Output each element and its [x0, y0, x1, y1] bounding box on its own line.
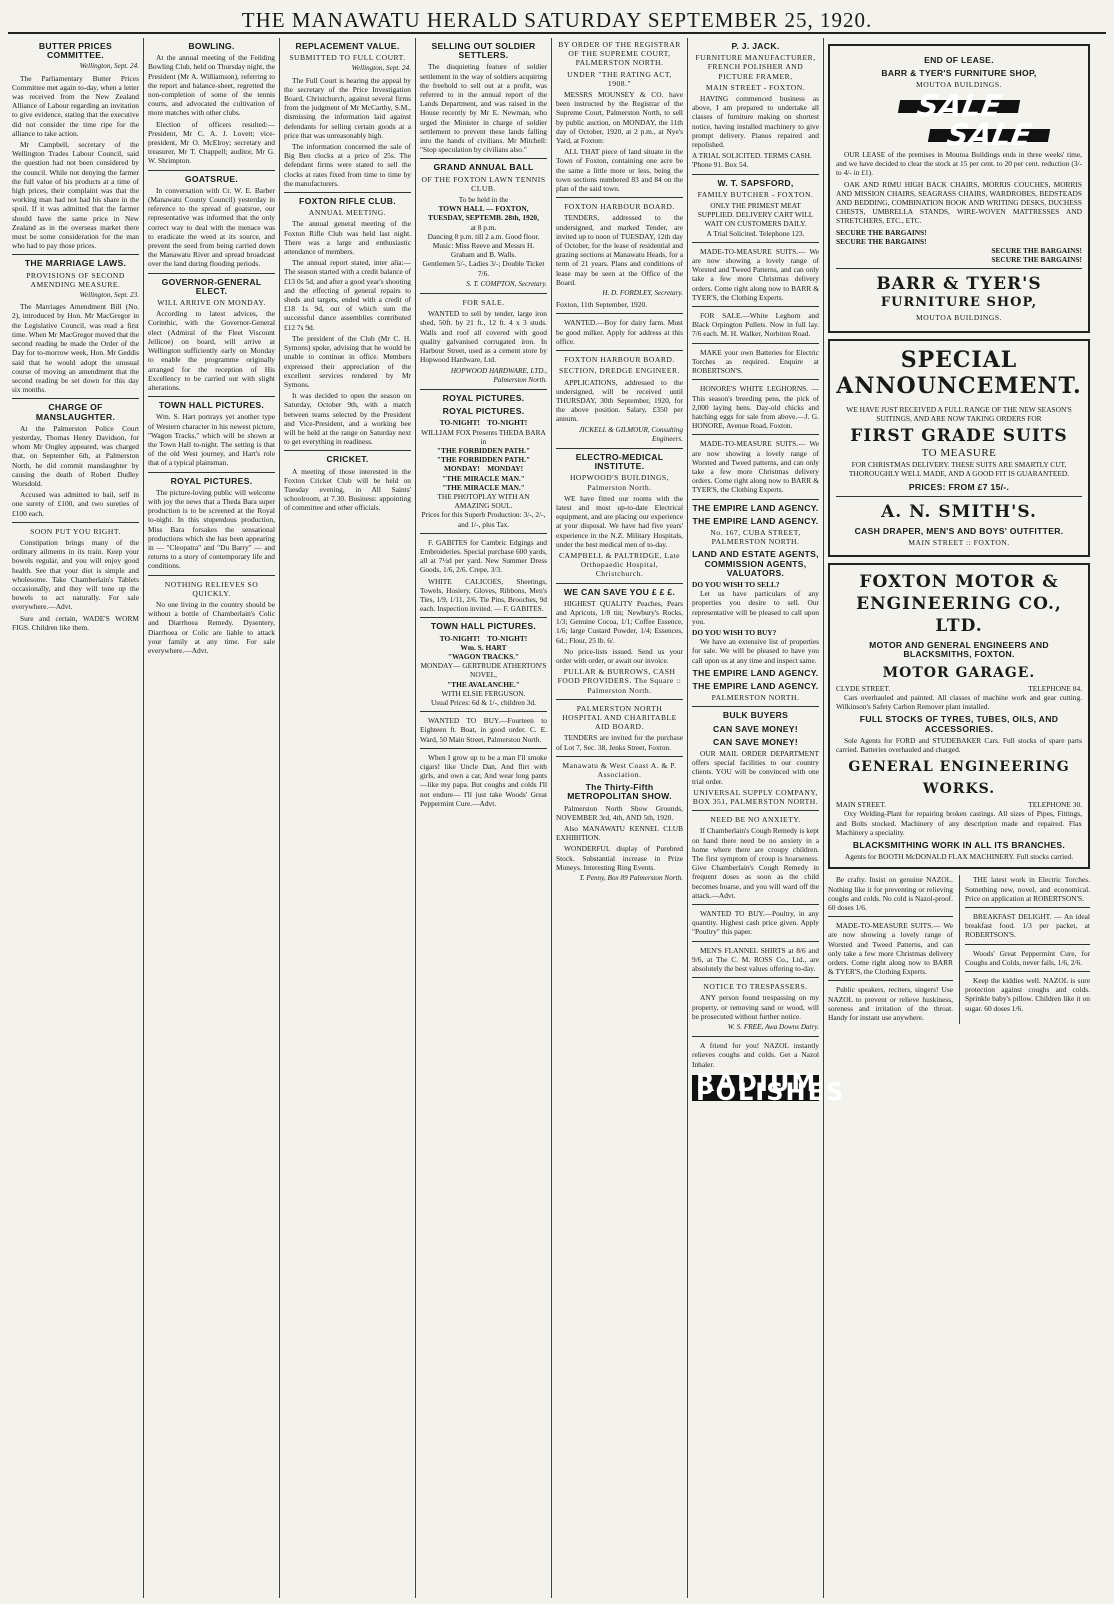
ad-line: 'Phone 91. Box 54.	[692, 160, 749, 170]
ad-heading: END OF LEASE.	[924, 55, 994, 65]
article-paragraph: Sure and certain, WADE'S WORM FIGS. Children like them.	[12, 613, 139, 632]
ad-subheading: OF THE FOXTON LAWN TENNIS CLUB.	[421, 174, 546, 193]
motor-ad	[828, 563, 1090, 869]
ad-signature: T. Penny, Box 89 Palmerston North.	[579, 874, 683, 883]
divider	[828, 916, 953, 917]
ad-signature: UNIVERSAL SUPPLY COMPANY, BOX 351, PALMERSTON NORTH.	[692, 787, 819, 807]
ad-signature: CAMPBELL & PALTRIDGE, Late Orthopaedic Hospital, Christchurch.	[558, 550, 680, 579]
article-paragraph: The president of the Club (Mr C. H. Symons) spoke, advising that he would be unable to continue in office. Members expressed their appreciation of the excellent services rendered by Mr Symons.	[284, 333, 411, 389]
divider	[148, 472, 275, 473]
ad-line: TUESDAY, SEPTEMB. 28th, 1920,	[428, 213, 539, 223]
ad-paragraph: WANTED TO BUY.—Fourteen to Eighteen ft. Boat, in good order. C. E. Ward, 50 Main Street, Palmerston North.	[420, 716, 547, 744]
ad-heading: A. N. SMITH'S.	[881, 501, 1037, 522]
ad-line: SECURE THE BARGAINS!	[991, 246, 1082, 256]
ad-signature: A Trial Solicited. Telephone 123.	[706, 228, 805, 238]
ad-line: "THE MIRACLE MAN."	[442, 482, 525, 492]
ad-heading: BARR & TYER'S	[876, 274, 1042, 295]
ad-heading: PALMERSTON NORTH HOSPITAL AND CHARITABLE AID BOARD.	[562, 703, 677, 732]
ad-signature: PULLAR & BURROWS, CASH FOOD PROVIDERS. The Square :: Palmerston North.	[557, 667, 682, 695]
ad-paragraph: MADE-TO-MEASURE SUITS.— We are now showing a lovely range of Worsted and Tweed Patterns, and can only take a few more Christmas delivery orders. Come right along now to BARR & TYER'S, the Clothing Experts.	[692, 246, 819, 302]
article-paragraph: A meeting of those interested in the Foxton Cricket Club will be held on Tuesday evening, in All Saints' schoolroom, at 7.30. Business: appointing of committee and other officials.	[284, 466, 411, 513]
ad-heading: FOXTON HARBOUR BOARD.	[564, 202, 675, 212]
ad-heading: TOWN HALL PICTURES.	[430, 621, 537, 632]
divider	[148, 575, 275, 576]
ad-line: "WAGON TRACKS."	[447, 651, 520, 661]
ad-paragraph: OUR LEASE of the premises in Moutoa Buildings ends in three weeks' time, and we have decided to clear the stock at 15 per cent. to 20 per cent. reduction (3/- to 4/- in £1).	[836, 150, 1082, 178]
ad-line: WITH ELSIE FERGUSON.	[441, 688, 526, 698]
column-2	[144, 38, 280, 1598]
article-paragraph: According to latest advices, the Corinthic, with the Governor-General elect (Admiral of the Fleet Viscount Jellicoe) on board, will arrive at Wellington sufficiently early on Monday to enable the programme originally arranged for the reception of His Excellency to be carried out with slight alterations.	[148, 309, 275, 392]
ad-address: MAIN STREET :: FOXTON.	[908, 538, 1010, 548]
divider	[692, 434, 819, 435]
ad-subheading: FAMILY BUTCHER - FOXTON.	[697, 189, 814, 199]
column-1	[8, 38, 144, 1598]
ad-line: BLACKSMITHING WORK IN ALL ITS BRANCHES.	[852, 839, 1066, 850]
dateline: Wellington, Sept. 23.	[79, 291, 139, 300]
article-heading: GOVERNOR-GENERAL ELECT.	[161, 276, 262, 296]
divider	[420, 617, 547, 618]
article-paragraph: The Full Court is hearing the appeal by the secretary of the Price Investigation Board, Christchurch, against several firms from the judgment of Mr McCarthy, S.M., dismissing the information laid against defendants for selling certain goods at a price that was unreasonably high.	[284, 75, 411, 140]
article-paragraph: The disquieting feature of soldier settlement in the way of soldiers acquiring the freehold to sell out at a profit, was referred to in the annual report of the Lands Department, and was raised in the House recently by Mr E. Newman, who urged the Minister in charge of soldier settlement to prevent these lands falling into the hands of civilians. Mr Mitchell: "Stop speculation by civilians also."	[420, 62, 547, 155]
ad-paragraph: Cars overhauled and painted. All classes of machine work and gear cutting. Wilkinson's Safety Carbon Remover plant installed.	[836, 692, 1082, 712]
divider	[692, 1036, 819, 1037]
article-paragraph: Constipation brings many of the ordinary ailments in its train. Keep your bowels regular, and you will enjoy good health. See that your diet is simple and wholesome. Take Chamberlain's Tablets occasionally, and they will tone up the bowels to act naturally. For sale everywhere.—Advt.	[12, 537, 139, 612]
divider	[692, 904, 819, 905]
divider	[420, 711, 547, 712]
ad-subheading: UNDER "THE RATING ACT, 1908."	[567, 69, 672, 88]
divider	[692, 379, 819, 380]
ad-paragraph: ALL THAT piece of land situate in the Town of Foxton, containing one acre be the same a little more or less, being the town sections numbered 83 and 84 on the plan of the said town.	[556, 147, 683, 194]
small-ads	[828, 875, 1090, 1024]
article-paragraph: The annual general meeting of the Foxton Rifle Club was held last night. There was a large and enthusiastic attendance of members.	[284, 219, 411, 257]
ad-heading: CAN SAVE MONEY!	[712, 723, 799, 734]
ad-line	[836, 684, 1082, 693]
ad-paragraph: WANTED.—Boy for dairy farm. Must be good milker. Apply for address at this office.	[556, 318, 683, 346]
ad-heading: FURNITURE SHOP,	[880, 295, 1038, 311]
ad-heading: P. J. JACK.	[731, 41, 780, 51]
divider	[692, 306, 819, 307]
ad-subheading: SECTION, DREDGE ENGINEER.	[559, 366, 680, 376]
divider	[420, 748, 547, 749]
column-7	[824, 38, 1094, 1598]
ad-subheading: HOPWOOD'S BUILDINGS, Palmerston North.	[569, 473, 670, 492]
divider	[692, 174, 819, 175]
ad-line: THE PHOTOPLAY WITH AN AMAZING SOUL.	[437, 491, 530, 511]
divider	[420, 158, 547, 159]
article-paragraph: Mr Campbell, secretary of the Wellington Trades Labour Council, said the question had not been considered by the council. While not denying the farmer the full value of his products at a time of high prices, their complaint was that the working man had not had his share in the spoil. If it was admitted that the farmer should have the same price in New Zealand as in the overseas market there must be some consideration for the man who had to pay those prices.	[12, 140, 139, 251]
ad-line: "THE FORBIDDEN PATH."	[436, 455, 531, 465]
ad-heading: FOXTON MOTOR & ENGINEERING CO., LTD.	[856, 572, 1062, 637]
ad-line: "THE MIRACLE MAN."	[442, 473, 525, 483]
divider	[836, 268, 1082, 269]
ad-heading: GRAND ANNUAL BALL	[433, 162, 534, 173]
article-paragraph: The Marriages Amendment Bill (No. 2), introduced by Hon. Mr MacGregor in the Legislative Council, was read a first time. When Mr MacGregor moved that the second reading be made the Order of the Day for to-morrow week, Hon. Mr Geddis said that he would adopt the unusual course of moving an amendment that the second reading be set down for this day six months.	[12, 302, 139, 395]
ad-paragraph: If Chamberlain's Cough Remedy is kept on hand there need be no anxiety in a home where there are croupy children. The first symptom of croup is hoarseness. Give Chamberlain's Cough Remedy in frequent doses as soon as the child becomes hoarse, and you will ward off the attack.—Advt.	[692, 826, 819, 900]
ad-telephone: TELEPHONE 84.	[1028, 683, 1082, 693]
ad-paragraph: Be crafty. Insist on genuine NAZOL. Nothing like it for preventing or relieving coughs and colds. No cold is Nazol-proof. 60 doses 1/6.	[828, 875, 953, 912]
divider	[556, 583, 683, 584]
ad-heading: SPECIAL	[900, 346, 1018, 373]
ad-heading: THE EMPIRE LAND AGENCY.	[692, 515, 819, 526]
ad-paragraph: Let us have particulars of any properties you desire to sell. Our representative will be pleased to call upon you.	[692, 589, 819, 626]
ad-paragraph: BREAKFAST DELIGHT. — An ideal breakfast food. 1/3 per packet, at ROBERTSON'S.	[965, 911, 1090, 940]
article-paragraph: The information concerned the sale of Big Ben clocks at a price of 25s. The defendant firms were stated to sell the clocks at rates fixed from time to time by the manufacturers.	[284, 142, 411, 188]
article-paragraph: The Parliamentary Butter Prices Committee met again to-day, when a letter was received from the New Zealand Alliance of Labour regarding an invitation to give evidence, stating that the executive did not consider the time ripe for the alliance to take action.	[12, 73, 139, 138]
ad-heading: BY ORDER OF THE REGISTRAR OF THE SUPREME COURT, PALMERSTON NORTH.	[558, 40, 681, 68]
ad-line: MONDAY— GERTRUDE ATHERTON'S NOVEL,	[420, 661, 547, 680]
article-subheading: WILL ARRIVE ON MONDAY.	[157, 298, 266, 308]
royal-pictures-ad	[420, 394, 547, 529]
ad-line: Gentlemen 5/-, Ladies 3/-; Double Ticket 7/6.	[422, 259, 545, 278]
divider	[556, 699, 683, 700]
ad-paragraph: TENDERS are invited for the purchase of Lot 7, Sec. 38, Jenks Street, Foxton.	[556, 733, 683, 752]
divider	[965, 944, 1090, 945]
ad-address: No. 167, CUBA STREET, PALMERSTON NORTH.	[710, 527, 801, 547]
ad-heading: THE EMPIRE LAND AGENCY.	[692, 680, 819, 691]
ad-line: "THE AVALANCHE."	[447, 679, 520, 689]
divider	[556, 756, 683, 757]
article-heading: NOTHING RELIEVES SO QUICKLY.	[164, 579, 259, 598]
article-subheading: PROVISIONS OF SECOND AMENDING MEASURE.	[26, 270, 125, 289]
ad-paragraph: F. GABITES for Cambric Edgings and Embroideries. Special purchase 600 yards, all at 7½d per yard. New Summer Dress Goods, 1/6, 2/6. Crepe, 3/3.	[420, 537, 547, 575]
ad-paragraph: HAVING commenced business as above, I am prepared to undertake all classes of furniture making on shortest notice, having installed machinery to give prompt delivery. Pianos repaired and repolished.	[692, 94, 819, 150]
ad-heading: THE EMPIRE LAND AGENCY.	[692, 502, 819, 513]
ad-tonight: TO-NIGHT!	[439, 633, 480, 643]
ad-address: MAIN STREET - FOXTON.	[705, 82, 806, 92]
divider	[284, 192, 411, 193]
ad-paragraph: WANTED to sell by tender, large iron shed, 50ft. by 21 ft., 12 ft. 4 x 3 studs. Walls and roof all covered with good quality galvanised corrugated iron. In Harbour Street, used as a cement store by Hopwood Hardware, Ltd.	[420, 309, 547, 365]
ad-paragraph: Woods' Great Peppermint Cure, for Coughs and Colds, never fails, 1/6, 2/6.	[965, 948, 1090, 967]
ad-signature: HOPWOOD HARDWARE, LTD., Palmerston North.	[450, 366, 547, 384]
ad-line: Prices for this Superb Production: 3/-, 2/-, and 1/-, plus Tax.	[421, 510, 546, 529]
divider	[692, 499, 819, 500]
ad-line: Wm. S. HART	[460, 642, 507, 652]
ad-line: WILLIAM FOX Presents THEDA BARA in	[421, 427, 546, 446]
sale-banner: SALE	[928, 129, 1051, 142]
ad-heading: CAN SAVE MONEY!	[712, 736, 799, 747]
ad-paragraph: MESSRS MOUNSEY & CO. have been instructed by the Registrar of the Supreme Court, Palmerston North, to sell by public auction, on MONDAY, the 11th day of October, 1920, at 2 p.m., at Nye's Yard, at Foxton:	[556, 90, 683, 146]
ad-paragraph: OUR MAIL ORDER DEPARTMENT offers special facilities to our country clients. YOU will be convinced with one trial order.	[692, 749, 819, 786]
ad-paragraph: Keep the kiddies well. NAZOL is sure protection against coughs and colds. Sprinkle baby's pillow. Children like it on sugar. 60 doses 1/6.	[965, 975, 1090, 1013]
ad-line: A TRIAL SOLICITED. TERMS CASH.	[692, 151, 812, 161]
ad-signature: H. D. FORDLEY, Secretary.	[602, 289, 683, 298]
radium-polishes-logo: RADIUM POLISHES	[692, 1075, 819, 1101]
ad-subheading: FURNITURE MANUFACTURER, FRENCH POLISHER AND PICTURE FRAMER,	[695, 53, 816, 81]
divider	[692, 810, 819, 811]
ad-subheading: TO MEASURE	[921, 447, 997, 460]
ad-line	[420, 464, 547, 473]
article-paragraph: The annual report stated, inter alia:—The season started with a credit balance of £13 0s 5d, and after a good year's shooting and the effecting of general repairs to sheds and targets, ended with a credit of £18 1s 9d, out of which sum the successful dance assemblies contributed £12 7s 9d.	[284, 258, 411, 332]
article-heading: GOATSRUE.	[184, 173, 239, 184]
ad-paragraph: WE HAVE JUST RECEIVED A FULL RANGE OF THE NEW SEASON'S SUITINGS, AND ARE NOW TAKING ORDERS FOR	[846, 404, 1072, 423]
ad-paragraph: FOR SALE.—White Leghorn and Black Orpington Pullets. Now in full lay. 7/6 each. M. H. Walker, Norbiton Road.	[692, 311, 819, 339]
divider	[556, 448, 683, 449]
ad-line	[836, 800, 1082, 809]
ad-subheading: MOTOR AND GENERAL ENGINEERS AND BLACKSMITHS, FOXTON.	[869, 640, 1049, 660]
ad-line: at 8 p.m.	[470, 222, 497, 232]
ad-line: SECURE THE BARGAINS!	[836, 236, 927, 246]
barr-tyers-ad	[828, 44, 1090, 333]
article-paragraph: Accused was admitted to bail, self in one surety of £100, and two sureties of £100 each.	[12, 490, 139, 518]
ad-address: PALMERSTON NORTH.	[711, 693, 800, 703]
ad-subheading: The Thirty-Fifth METROPOLITAN SHOW.	[567, 782, 672, 802]
ad-telephone: TELEPHONE 30.	[1028, 800, 1082, 810]
divider	[692, 242, 819, 243]
article-heading: REPLACEMENT VALUE.	[295, 41, 400, 51]
ad-paragraph: No price-lists issued. Send us your order with order, or await our invoice.	[556, 646, 683, 665]
column-3	[280, 38, 416, 1598]
column-6	[688, 38, 846, 1598]
ad-date: Foxton, 11th September, 1920.	[556, 300, 647, 310]
article-paragraph: Wm. S. Hart portrays yet another type of Western character in his newest picture, "Wagon Tracks," which will be shown at the Town Hall to-night. The setting is that of the old West journey, and Hart's role that of a typical plainsman.	[148, 412, 275, 468]
town-hall-ad	[420, 622, 547, 707]
ad-paragraph: WONDERFUL display of Purebred Stock. Substantial increase in Prize Moneys. Interesting Ring Events.	[556, 844, 683, 872]
ad-paragraph: MADE-TO-MEASURE SUITS.— We are now showing a lovely range of Worsted and Tweed Patterns, and can only take a few more Christmas delivery orders. Come right along now to BARR & TYER'S, the Clothing Experts.	[828, 921, 953, 977]
column-5	[552, 38, 688, 1598]
ad-subheading: LAND AND ESTATE AGENTS, COMMISSION AGENTS, VALUATORS.	[692, 549, 819, 578]
ad-heading: GENERAL ENGINEERING WORKS.	[848, 759, 1070, 798]
divider	[148, 396, 275, 397]
ad-paragraph: MAKE your own Batteries for Electric Torches as required. Enquire at ROBERTSON'S.	[692, 347, 819, 376]
divider	[284, 450, 411, 451]
article-heading: SOON PUT YOU RIGHT.	[30, 526, 121, 536]
article-paragraph: No one living in the country should be without a bottle of Chamberlain's Colic and Diarrhoea Remedy. Dysentery, Diarrhoea or Colic are liable to attack your family at any time. For sale everywhere.—Advt.	[148, 599, 275, 655]
article-heading: BUTTER PRICES COMMITTEE.	[38, 41, 113, 61]
ad-line	[420, 634, 547, 643]
article-heading: BOWLING.	[188, 41, 235, 51]
ad-line: DO YOU WISH TO SELL?	[692, 579, 780, 589]
divider	[556, 313, 683, 314]
ad-paragraph: MADE-TO-MEASURE SUITS.— We are now showing a lovely range of Worsted and Tweed patterns, and can only take a few more Christmas delivery orders. Come right along now to BARR & TYER'S, the Clothing Experts.	[692, 439, 819, 495]
ad-paragraph: WE have fitted our rooms with the latest and most up-to-date Electrical equipment, and are placing our experience at your disposal. We have had five years' experience in the N.Z. Military Hospitals, under the best medical men of to-day.	[556, 493, 683, 549]
ad-line: ONLY THE PRIMEST MEAT SUPPLIED. DELIVERY CART WILL WAIT ON CUSTOMERS DAILY.	[697, 201, 814, 229]
ad-heading: ROYAL PICTURES.	[442, 392, 525, 403]
article-heading: ROYAL PICTURES.	[170, 475, 253, 486]
article-paragraph: In conversation with Cr. W. E. Barber (Manawatu County Council) yesterday in reference to the spread of goatsrue, our representative was informed that the only correct way to deal with the menace was to eradicate the weed at its source, and prevent the seed from being carried down the Manawatu River and spread broadcast over the land during flooding periods.	[148, 185, 275, 269]
ad-street: CLYDE STREET.	[836, 683, 891, 693]
divider	[828, 980, 953, 981]
article-heading: FOXTON RIFLE CLUB.	[299, 196, 396, 207]
columns	[8, 38, 1106, 1598]
small-ads-right	[959, 875, 1090, 1024]
ad-paragraph: When I grow up to be a man I'll smoke cigars! like Uncle Dan, And flirt with girls, and own a car, And wear long pants—like my papa. But coughs and colds I'll not endure— I'll just take Woods' Great Peppermint Cure.—Advt.	[420, 752, 547, 808]
ad-address: MOUTOA BUILDINGS.	[916, 80, 1002, 90]
ad-paragraph: Public speakers, reciters, singers! Use NAZOL to prevent or relieve huskiness, soreness and irritation of the throat. Handy for instant use anywhere.	[828, 985, 953, 1022]
ad-heading: W. T. SAPSFORD,	[717, 177, 794, 188]
ad-signature: S. T. COMPTON, Secretary.	[466, 279, 547, 288]
ad-paragraph: FOR CHRISTMAS DELIVERY. THESE SUITS ARE SMARTLY CUT, THOROUGHLY WELL MADE, AND A GOOD FIT IS GUARANTEED.	[848, 460, 1070, 479]
ad-paragraph: ANY person found trespassing on my property, or removing sand or wood, will be prosecuted without further notice.	[692, 993, 819, 1021]
ad-signature: JICKELL & GILMOUR, Consulting Engineers.	[578, 425, 683, 443]
ad-line: Dancing 8 p.m. till 2 a.m. Good floor.	[427, 231, 540, 241]
divider	[556, 197, 683, 198]
ad-heading: FOR SALE.	[462, 298, 505, 308]
divider	[836, 496, 1082, 497]
ad-line: SECURE THE BARGAINS!	[836, 227, 927, 237]
ad-paragraph: OAK AND RIMU HIGH BACK CHAIRS, MORRIS COUCHES, MORRIS AND MISSION CHAIRS, SEAGRASS CHAIRS, WARDROBES, BEDSTEADS AND BEDDING, COMBINATION BOOK AND WRITING DESKS, DUCHESS CHESTS, UMBRELLA STANDS, WIRE-WOVEN MATTRESSES AND STRETCHERS, ETC., ETC.	[836, 179, 1082, 226]
article-paragraph: At the annual meeting of the Feilding Bowling Club, held on Thursday night, the President (Mr A. Williamson), referring to the report and balance-sheet, regretted the non-completion of some of the tennis courts, and advocated the cultivation of more matches with other clubs.	[148, 53, 275, 118]
article-paragraph: It was decided to open the season on Saturday, October 9th, with a match between teams selected by the President and Vice-President, and a working bee will be held at the range on Saturday next to get everything in readiness.	[284, 391, 411, 447]
ad-paragraph: A friend for you! NAZOL instantly relieves coughs and colds. Get a Nazol Inhaler.	[692, 1041, 819, 1069]
divider	[12, 522, 139, 523]
divider	[692, 977, 819, 978]
divider	[148, 273, 275, 274]
divider	[692, 706, 819, 707]
ad-heading: FOXTON HARBOUR BOARD.	[564, 355, 675, 365]
divider	[420, 389, 547, 390]
divider	[12, 398, 139, 399]
article-paragraph: At the Palmerston Police Court yesterday, Thomas Henry Davidson, for whom Mr Ongley appeared, was charged that, on September 6th, at Palmerston North, he did commit manslaughter by causing the death of Robert Dudley Worsdold.	[12, 423, 139, 488]
dateline: Wellington, Sept. 24.	[351, 64, 411, 73]
divider	[420, 293, 547, 294]
article-heading: THE MARRIAGE LAWS.	[24, 258, 127, 269]
article-subheading: ANNUAL MEETING.	[308, 208, 387, 218]
ad-paragraph: TENDERS, addressed to the undersigned, and marked Tender, are invited up to noon of TUESDAY, 12th day of October, for the lease of residential and grazing sections at Manawatu Heads, for a term of 21 years. Plans and conditions of lease may be seen at the Office of the Board.	[556, 213, 683, 287]
divider	[148, 170, 275, 171]
ad-paragraph: Oxy Welding-Plant for repairing broken castings. All sizes of Pipes, Fittings, and Bolts stocked. Machinery of any description made and repaired. Flax Machinery a speciality.	[836, 809, 1082, 837]
ad-tonight: TO-NIGHT!	[439, 418, 480, 428]
divider	[965, 907, 1090, 908]
ad-heading: WE CAN SAVE YOU £ £ £.	[563, 586, 676, 597]
ad-paragraph: HIGHEST QUALITY Peaches, Pears and Apricots, 1/8 tin; Newbury's Rocks, 1/3; Genuine Cocoa, 1/1; Coffee Essence, 1/6; large Custard Powder, 1/4; Essences, 6d.; Flour, 25 lb. 6/.	[556, 598, 683, 645]
dateline: Wellington, Sept. 24.	[79, 62, 139, 71]
ad-address: MOUTOA BUILDINGS.	[916, 313, 1002, 323]
ad-line: TOWN HALL — FOXTON,	[438, 204, 529, 214]
ad-heading: NEED BE NO ANXIETY.	[710, 815, 801, 825]
ad-monday: MONDAY!	[443, 464, 480, 474]
ad-paragraph: WHITE CALICOES, Sheetings, Towels, Hosiery, Gloves, Ribbons, Men's Ties, 1/9, 1/11, 2/6. Tie Pins, Brooches, 9d each. Inspection invited. — F. GABITES.	[420, 576, 547, 614]
ad-paragraph: MEN'S FLANNEL SHIRTS at 8/6 and 9/6, at The C. M. ROSS Co., Ltd., are absolutely the best values offering to-day.	[692, 945, 819, 974]
ad-heading: Manawatu & West Coast A. & P. Association.	[562, 760, 677, 780]
ad-heading: THE EMPIRE LAND AGENCY.	[692, 667, 819, 678]
ad-line: SECURE THE BARGAINS!	[991, 255, 1082, 265]
article-paragraph: The picture-loving public will welcome with joy the news that a Theda Bara super production is to be screened at the Royal to-night. In this stupendous production, Miss Bara forsakes the sensational productions which she has been appearing in — "Cleopatra" and "Du Barry" — and returns to a story of contemporary life and conditions.	[148, 487, 275, 571]
ad-paragraph: Also MANAWATU KENNEL CLUB EXHIBITION.	[556, 824, 683, 843]
ad-heading: FIRST GRADE SUITS	[850, 426, 1068, 447]
divider	[12, 254, 139, 255]
sale-banner: SALE	[898, 100, 1021, 113]
small-ads-left	[828, 875, 953, 1024]
ad-line: Music: Miss Reeve and Messrs H. Graham and B. Walls.	[432, 241, 535, 260]
ad-line: PRICES: FROM £7 15/-.	[908, 481, 1010, 492]
article-heading: CHARGE OF MANSLAUGHTER.	[35, 402, 116, 422]
divider	[556, 350, 683, 351]
ad-line	[420, 418, 547, 427]
divider	[692, 343, 819, 344]
divider	[965, 971, 1090, 972]
ad-heading: ELECTRO-MEDICAL INSTITUTE.	[575, 451, 664, 472]
ad-heading: ANNOUNCEMENT.	[836, 372, 1082, 399]
ad-paragraph: We have an extensive list of properties for sale. We will be pleased to have you call upon us at any time and inspect same.	[692, 637, 819, 665]
ad-monday: MONDAY!	[487, 464, 524, 474]
article-heading: SELLING OUT SOLDIER SETTLERS.	[431, 41, 536, 61]
ad-heading: NOTICE TO TRESPASSERS.	[703, 982, 808, 992]
ball-ad	[420, 163, 547, 289]
ad-line: DO YOU WISH TO BUY?	[692, 627, 777, 637]
ad-signature: W. S. FREE, Awa Downs Dairy.	[727, 1023, 819, 1032]
column-4	[416, 38, 552, 1598]
ad-street: MAIN STREET.	[836, 800, 886, 810]
ad-paragraph: WANTED TO BUY.—Poultry, in any quantity. Highest cash price given. Apply "Poultry" this paper.	[692, 909, 819, 937]
ad-heading: ROYAL PICTURES.	[442, 406, 525, 417]
ad-line: To be held in the	[458, 195, 509, 205]
divider	[692, 941, 819, 942]
article-paragraph: Election of officers resulted:— President, Mr C. A. J. Lovett; vice-president, Mr O. McElroy; secretary and treasurer, Mr T. Chappell; auditor, Mr G. W. Shrimpton.	[148, 119, 275, 166]
masthead: THE MANAWATU HERALD SATURDAY SEPTEMBER 25, 1920.	[8, 6, 1106, 34]
article-subheading: SUBMITTED TO FULL COURT.	[289, 53, 406, 63]
article-heading: TOWN HALL PICTURES.	[158, 400, 265, 411]
ad-paragraph: HONORE'S WHITE LEGHORNS. —This season's breeding pens, the pick of 2,000 laying hens. Day-old chicks and hatching eggs for sale from above.—J. G. HONORE, Avenue Road, Foxton.	[692, 384, 819, 431]
article-heading: CRICKET.	[326, 454, 369, 465]
ad-paragraph: Palmerston North Show Grounds, NOVEMBER 3rd, 4th, AND 5th, 1920.	[556, 803, 683, 822]
ad-paragraph: Sole Agents for FORD and STUDEBAKER Cars. Full stocks of spare parts carried. Batteries overhauled and charged.	[836, 735, 1082, 754]
smith-ad	[828, 339, 1090, 558]
ad-paragraph: THE latest work in Electric Torches. Something new, novel, and economical. Price on application at ROBERTSON'S.	[965, 875, 1090, 903]
ad-heading: MOTOR GARAGE.	[882, 664, 1036, 681]
ad-subheading: BARR & TYER'S FURNITURE SHOP,	[881, 68, 1037, 79]
ad-tonight: TO-NIGHT!	[487, 418, 528, 428]
divider	[420, 533, 547, 534]
ad-line: "THE FORBIDDEN PATH."	[436, 445, 531, 455]
ad-line: FULL STOCKS OF TYRES, TUBES, OILS, AND ACCESSORIES.	[859, 714, 1059, 734]
ad-line: Agents for BOOTH McDONALD FLAX MACHINERY. Full stocks carried.	[844, 852, 1074, 862]
ad-tonight: TO-NIGHT!	[487, 633, 528, 643]
ad-heading: BULK BUYERS	[722, 710, 789, 721]
ad-line: Usual Prices: 6d & 1/-, children 3d.	[430, 698, 537, 707]
ad-subheading: CASH DRAPER, MEN'S AND BOYS' OUTFITTER.	[854, 525, 1064, 536]
ad-paragraph: APPLICATIONS, addressed to the undersigned, will be received until THURSDAY, 30th September, 1920, for the above position. Salary, £350 per annum.	[556, 377, 683, 424]
